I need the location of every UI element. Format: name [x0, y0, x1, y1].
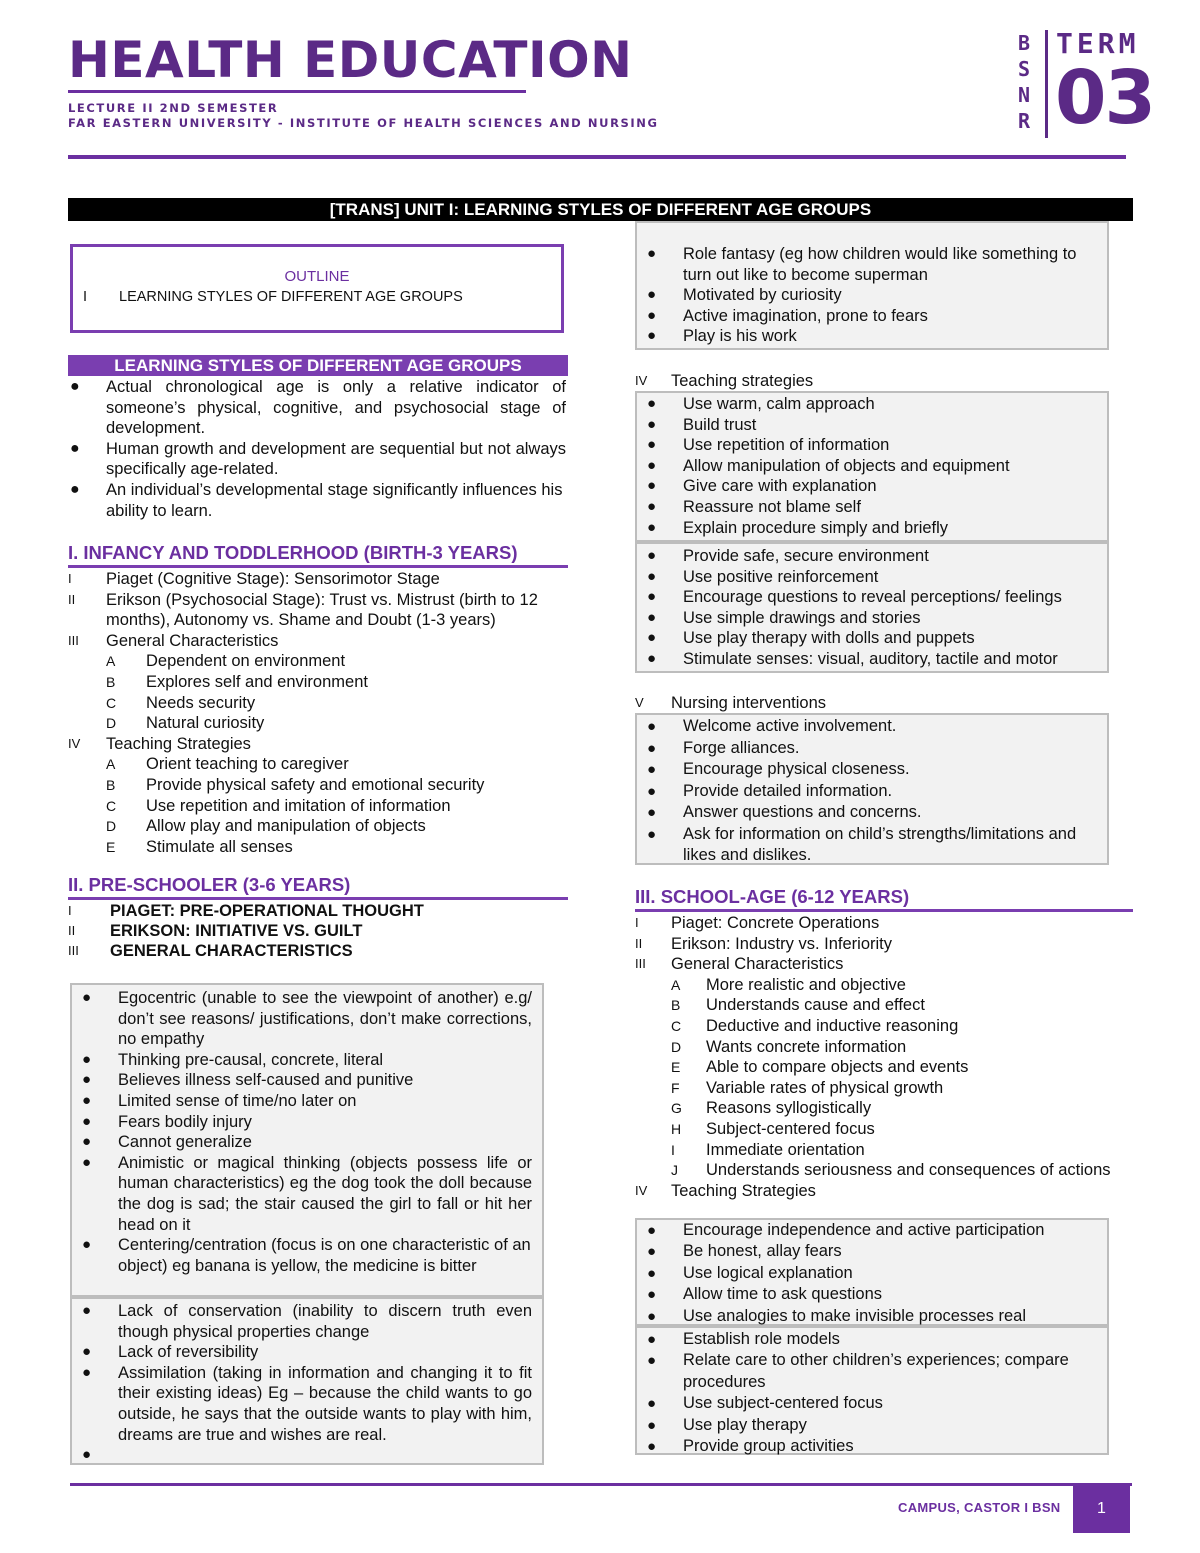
learning-styles-bar: LEARNING STYLES OF DIFFERENT AGE GROUPS	[68, 355, 568, 376]
preschool-strategies-label	[635, 371, 1115, 392]
lecture-subtitle: LECTURE II 2ND SEMESTER	[68, 101, 279, 115]
bsnr-letter: N	[1017, 83, 1031, 107]
list-item: V Nursing interventions	[635, 694, 826, 712]
footer-rule	[70, 1483, 1132, 1486]
list-item: ● Establish role models	[647, 1330, 840, 1348]
list-item: ● Encourage physical closeness.	[647, 760, 910, 778]
list-item: ● Use play therapy	[647, 1415, 807, 1434]
list-item: ● Active imagination, prone to fears	[647, 306, 928, 325]
list-item: II Erikson: Industry vs. Inferiority	[635, 934, 892, 953]
preschool-strategies-box-1	[635, 391, 1109, 542]
list-item: ● Answer questions and concerns.	[647, 803, 922, 821]
list-item: B Provide physical safety and emotional security	[106, 775, 485, 794]
list-item: ● Forge alliances.	[647, 738, 800, 757]
learning-styles-list	[68, 377, 566, 521]
bsnr-letter: B	[1017, 31, 1031, 55]
list-item: A Orient teaching to caregiver	[106, 755, 349, 774]
heading-rule	[635, 909, 1133, 912]
list-item: ● Explain procedure simply and briefly	[647, 518, 949, 537]
list-item: ● Play is his work	[647, 327, 797, 346]
list-item: ●	[82, 1446, 92, 1464]
list-item: III General Characteristics	[68, 631, 279, 650]
list-item: ● Welcome active involvement.	[647, 717, 897, 735]
heading-rule	[68, 897, 568, 900]
bsnr-letter: R	[1017, 109, 1031, 133]
list-item: A Dependent on environment	[106, 652, 346, 671]
term-divider	[1045, 30, 1048, 138]
preschool-interventions-label	[635, 693, 1115, 714]
list-item: ● An individual’s developmental stage significantly influences his ability to learn.	[70, 480, 563, 520]
unit-title-bar: [TRANS] UNIT I: LEARNING STYLES OF DIFFERENT AGE GROUPS	[68, 198, 1133, 221]
list-item: ● Provide safe, secure environment	[647, 547, 929, 565]
list-item: D Wants concrete information	[671, 1037, 907, 1056]
preschool-interventions-box	[635, 713, 1109, 865]
header-rule	[68, 155, 1126, 159]
list-item: A More realistic and objective	[671, 975, 906, 994]
list-item: IV Teaching strategies	[635, 372, 814, 390]
list-item: ● Believes illness self-caused and punitive	[82, 1071, 414, 1090]
list-item: ● Ask for information on child’s strengths/limitations and likes and dislikes.	[647, 824, 1077, 864]
footer-campus-label: CAMPUS, CASTOR I BSN	[898, 1500, 1061, 1515]
list-item: C Use repetition and imitation of information	[106, 796, 451, 815]
list-item: ● Use repetition of information	[647, 436, 890, 455]
infancy-heading: I. INFANCY AND TODDLERHOOD (BIRTH-3 YEARS)	[68, 542, 518, 563]
list-item: IV Teaching Strategies	[68, 734, 251, 753]
list-item: I Piaget (Cognitive Stage): Sensorimotor Stage	[68, 570, 440, 588]
list-item: III General Characteristics	[635, 955, 844, 974]
list-item: E Able to compare objects and events	[671, 1058, 969, 1077]
preschool-heading: II. PRE-SCHOOLER (3-6 YEARS)	[68, 874, 351, 895]
list-item: ● Encourage questions to reveal perceptions/ feelings	[647, 588, 1062, 607]
schoolage-strategies-box-1	[635, 1218, 1109, 1326]
list-item: ● Motivated by curiosity	[647, 286, 842, 305]
list-item: ● Stimulate senses: visual, auditory, tactile and motor	[647, 649, 1058, 668]
list-item: I Piaget: Concrete Operations	[635, 914, 880, 932]
list-item: H Subject-centered focus	[671, 1119, 875, 1138]
list-item: ● Use positive reinforcement	[647, 567, 879, 586]
list-item: ● Thinking pre-causal, concrete, literal	[82, 1050, 384, 1069]
list-item: ● Role fantasy (eg how children would like something to turn out like to become superman	[647, 245, 1077, 284]
list-item: I PIAGET: PRE-OPERATIONAL THOUGHT	[68, 902, 424, 920]
list-item: ● Use subject-centered focus	[647, 1394, 883, 1413]
list-item: D Allow play and manipulation of objects	[106, 817, 426, 836]
list-item: ● Use play therapy with dolls and puppets	[647, 629, 975, 648]
preschool-strategies-box-2	[635, 542, 1109, 673]
list-item: ● Provide group activities	[647, 1437, 854, 1456]
list-item: E Stimulate all senses	[106, 837, 293, 856]
list-item: ● Use analogies to make invisible processes real	[647, 1306, 1027, 1325]
list-item: B Explores self and environment	[106, 672, 368, 691]
schoolage-strategies-box-2	[635, 1326, 1109, 1455]
list-item: D Natural curiosity	[106, 714, 265, 733]
list-item: ● Build trust	[647, 415, 757, 434]
list-item: ● Encourage independence and active participation	[647, 1221, 1045, 1239]
list-item: ● Lack of reversibility	[82, 1343, 259, 1362]
outline-box	[70, 244, 564, 333]
bsnr-vertical-label	[1015, 30, 1033, 134]
term-label: TERM	[1056, 27, 1140, 60]
list-item: ● Animistic or magical thinking (objects possess life or human characteristics) eg the dog took the doll because the dog is sad; the stair caused the girl to fall or hit her head on it	[82, 1153, 532, 1234]
heading-rule	[68, 565, 568, 568]
outline-item-label: LEARNING STYLES OF DIFFERENT AGE GROUPS	[119, 289, 463, 305]
preschool-characteristics-box-1	[70, 983, 544, 1297]
bsnr-letter: S	[1017, 57, 1031, 81]
list-item: ● Use warm, calm approach	[647, 395, 875, 413]
list-item: ● Centering/centration (focus is on one characteristic of an object) eg banana is yellow, the medicine is bitter	[82, 1236, 531, 1275]
list-item: ● Allow manipulation of objects and equipment	[647, 456, 1010, 475]
list-item: ● Give care with explanation	[647, 477, 877, 496]
list-item: ● Human growth and development are sequential but not always specifically age-related.	[70, 439, 566, 479]
list-item: ● Be honest, allay fears	[647, 1242, 842, 1261]
outline-item-number: I	[83, 289, 88, 305]
list-item: ● Use simple drawings and stories	[647, 608, 921, 627]
list-item: I Immediate orientation	[671, 1140, 865, 1159]
list-item: ● Relate care to other children’s experiences; compare procedures	[647, 1351, 1069, 1391]
list-item: IV Teaching Strategies	[635, 1181, 816, 1200]
list-item: II Erikson (Psychosocial Stage): Trust vs. Mistrust (birth to 12 months), Autonomy vs. Shame and Doubt (1-3 years)	[68, 590, 538, 630]
list-item: II ERIKSON: INITIATIVE VS. GUILT	[68, 922, 363, 940]
preschool-list	[68, 901, 568, 961]
list-item: J Understands seriousness and consequences of actions	[671, 1161, 1111, 1180]
list-item: ● Use logical explanation	[647, 1263, 853, 1282]
preschool-characteristics-box-2	[70, 1297, 544, 1465]
list-item: ● Fears bodily injury	[82, 1112, 252, 1131]
list-item: ● Lack of conservation (inability to discern truth even though physical properties change	[82, 1302, 532, 1341]
list-item: ● Allow time to ask questions	[647, 1285, 883, 1304]
term-number: 03	[1055, 55, 1154, 141]
list-item: ● Provide detailed information.	[647, 781, 893, 800]
schoolage-heading: III. SCHOOL-AGE (6-12 YEARS)	[635, 886, 910, 907]
outline-item[interactable]	[83, 287, 463, 308]
list-item: III GENERAL CHARACTERISTICS	[68, 942, 353, 960]
list-item: ● Cannot generalize	[82, 1133, 252, 1152]
list-item: ● Assimilation (taking in information and changing it to fit their existing ideas) Eg – because the child wants to go outside, he says that the outside wants to play with him, dreams are true and wishes are real.	[82, 1363, 532, 1444]
institution-subtitle: FAR EASTERN UNIVERSITY - INSTITUTE OF HEALTH SCIENCES AND NURSING	[68, 116, 659, 130]
page-number: 1	[1073, 1485, 1130, 1533]
title-underline	[68, 90, 526, 93]
list-item: ● Limited sense of time/no later on	[82, 1091, 357, 1110]
list-item: G Reasons syllogistically	[671, 1099, 872, 1118]
list-item: F Variable rates of physical growth	[671, 1078, 944, 1097]
list-item: ● Reassure not blame self	[647, 497, 861, 516]
infancy-list	[68, 569, 568, 857]
preschool-characteristics-box-3	[635, 221, 1109, 350]
list-item: B Understands cause and effect	[671, 996, 925, 1015]
schoolage-list	[635, 913, 1129, 1201]
list-item: C Needs security	[106, 693, 256, 712]
document-title: HEALTH EDUCATION	[68, 31, 633, 89]
list-item: ● Actual chronological age is only a relative indicator of someone’s physical, cognitive, and psychosocial stage of development.	[70, 378, 566, 438]
outline-title: OUTLINE	[284, 268, 350, 285]
list-item: C Deductive and inductive reasoning	[671, 1016, 959, 1035]
list-item: ● Egocentric (unable to see the viewpoint of another) e.g/ don’t see reasons/ justifications, don’t make corrections, no empathy	[82, 989, 532, 1049]
